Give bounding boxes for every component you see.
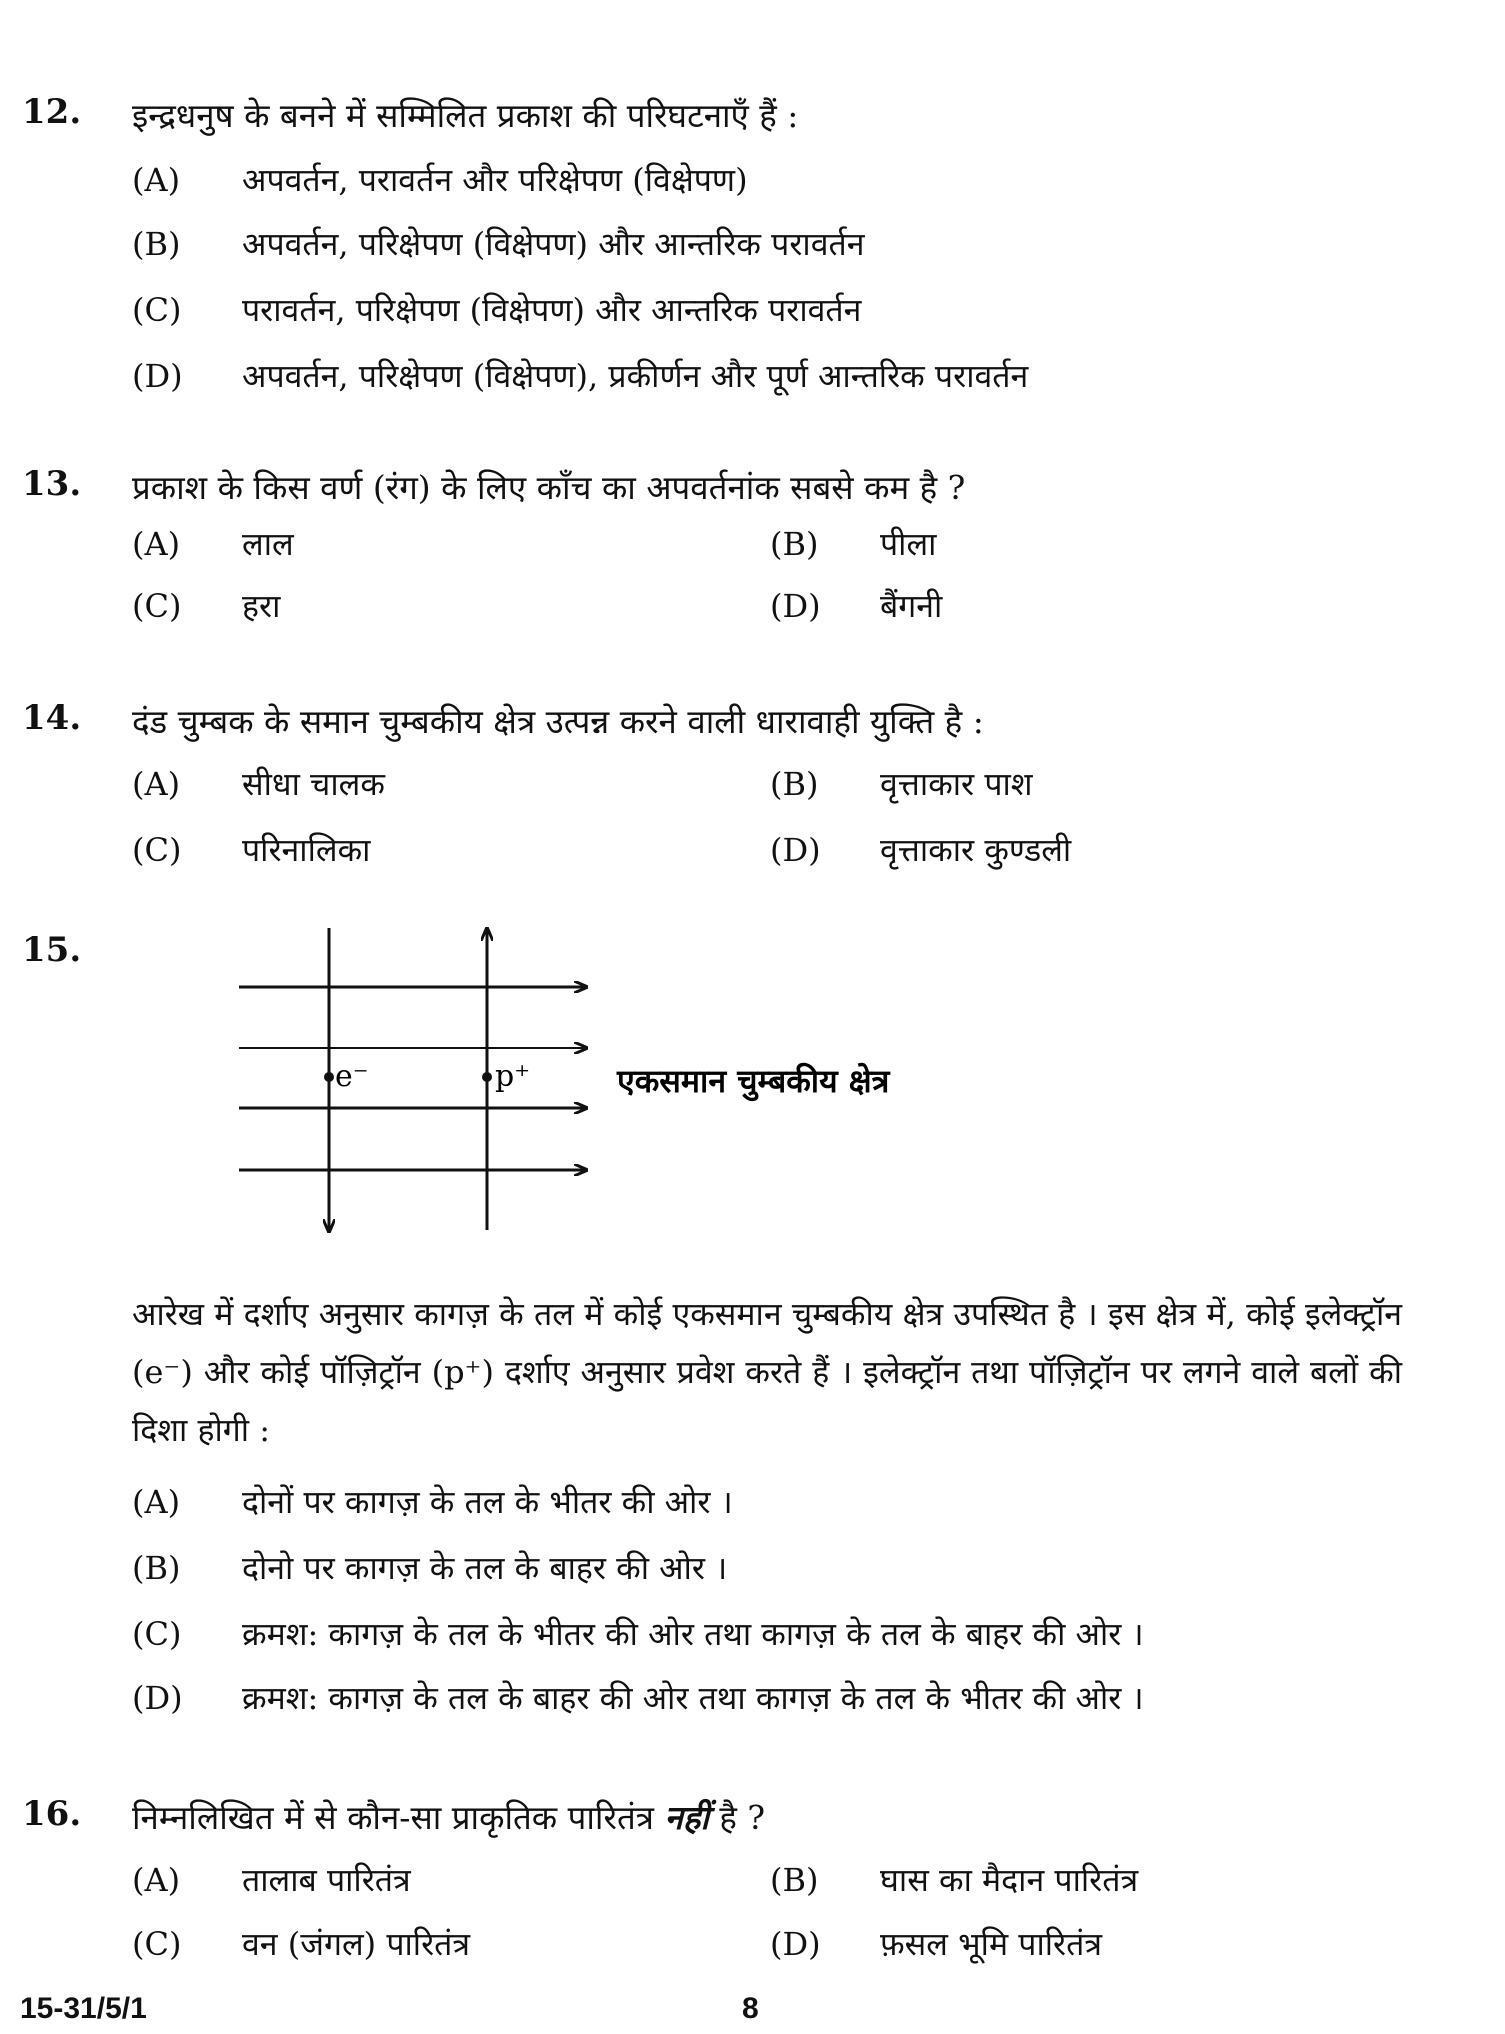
option-text: फ़सल भूमि पारितंत्र	[880, 1925, 1103, 1963]
option-label: (D)	[770, 587, 821, 625]
option-text: बैंगनी	[880, 587, 943, 625]
option	[770, 1922, 1102, 1965]
option-label: (C)	[132, 1925, 182, 1963]
option-label: (C)	[132, 831, 182, 869]
magnetic-field-diagram	[225, 920, 985, 1250]
option-text: अपवर्तन, परावर्तन और परिक्षेपण (विक्षेपण)	[242, 161, 748, 199]
question-number: 14.	[22, 698, 82, 738]
field-label: एकसमान चुम्बकीय क्षेत्र	[617, 1062, 890, 1100]
positron-dot	[482, 1072, 492, 1082]
option-text: वृत्ताकार कुण्डली	[880, 831, 1072, 869]
option	[132, 1546, 727, 1589]
question-text-part: है ?	[708, 1798, 766, 1837]
question-number: 13.	[22, 464, 82, 504]
option	[770, 828, 1071, 871]
option-text: क्रमश: कागज़ के तल के भीतर की ओर तथा कागज़ के तल के बाहर की ओर ।	[242, 1615, 1144, 1653]
option-label: (C)	[132, 587, 182, 625]
option-text: दोनों पर कागज़ के तल के भीतर की ओर ।	[242, 1483, 733, 1521]
question-text: इन्द्रधनुष के बनने में सम्मिलित प्रकाश की परिघटनाएँ हैं :	[132, 96, 799, 135]
option	[770, 522, 936, 565]
option-text: घास का मैदान पारितंत्र	[880, 1861, 1139, 1899]
option-label: (B)	[132, 225, 181, 263]
option-text: वृत्ताकार पाश	[880, 765, 1033, 803]
electron-dot	[324, 1072, 334, 1082]
option	[132, 762, 385, 805]
option	[132, 584, 280, 627]
option-text: दोनो पर कागज़ के तल के बाहर की ओर ।	[242, 1549, 728, 1587]
option-label: (B)	[770, 765, 819, 803]
option-label: (D)	[770, 1925, 821, 1963]
option-text: हरा	[242, 587, 281, 625]
option-text: क्रमश: कागज़ के तल के बाहर की ओर तथा कागज़ के तल के भीतर की ओर ।	[242, 1679, 1144, 1717]
option-text: पीला	[880, 525, 937, 563]
option	[770, 584, 942, 627]
question-number: 15.	[22, 930, 82, 970]
option	[770, 762, 1033, 805]
option	[132, 1676, 1144, 1719]
question-text: प्रकाश के किस वर्ण (रंग) के लिए काँच का अपवर्तनांक सबसे कम है ?	[132, 468, 966, 507]
option	[132, 522, 294, 565]
option	[132, 1858, 411, 1901]
option	[132, 354, 1028, 397]
question-emphasis: नहीं	[664, 1798, 709, 1837]
option	[132, 1612, 1144, 1655]
question-text	[132, 1794, 765, 1839]
question-paragraph: आरेख में दर्शाए अनुसार कागज़ के तल में कोई एकसमान चुम्बकीय क्षेत्र उपस्थित है । इस क्षेत्र में, कोई इलेक्ट्रॉन (e⁻) और कोई पॉज़िट्रॉन (p⁺) दर्शाए अनुसार प्रवेश करते हैं । इलेक्ट्रॉन तथा पॉज़िट्रॉन पर लगने वाले बलों की दिशा होगी :	[132, 1295, 1402, 1449]
option-label: (D)	[770, 831, 821, 869]
positron-label: p⁺	[495, 1059, 531, 1094]
option-text: वन (जंगल) पारितंत्र	[242, 1925, 471, 1963]
option	[770, 1858, 1138, 1901]
option-label: (A)	[132, 1483, 181, 1521]
question-text: दंड चुम्बक के समान चुम्बकीय क्षेत्र उत्पन्न करने वाली धारावाही युक्ति है :	[132, 702, 984, 741]
option-text: सीधा चालक	[242, 765, 385, 803]
option-label: (B)	[132, 1549, 181, 1587]
option-label: (D)	[132, 1679, 183, 1717]
option-text: परिनालिका	[242, 831, 371, 869]
option-text: लाल	[242, 525, 294, 563]
option	[132, 1922, 470, 1965]
option-label: (B)	[770, 1861, 819, 1899]
option	[132, 1480, 733, 1523]
paper-code: 15-31/5/1	[20, 1992, 147, 2025]
option-label: (A)	[132, 1861, 181, 1899]
option-label: (A)	[132, 525, 181, 563]
electron-label: e⁻	[335, 1059, 369, 1094]
question-number: 12.	[22, 92, 82, 132]
page-number: 8	[742, 1992, 759, 2025]
option-label: (C)	[132, 291, 182, 329]
option-text: तालाब पारितंत्र	[242, 1861, 411, 1899]
option	[132, 828, 370, 871]
option	[132, 158, 748, 201]
option-text: परावर्तन, परिक्षेपण (विक्षेपण) और आन्तरिक परावर्तन	[242, 291, 862, 329]
option-text: अपवर्तन, परिक्षेपण (विक्षेपण) और आन्तरिक परावर्तन	[242, 225, 865, 263]
option-text: अपवर्तन, परिक्षेपण (विक्षेपण), प्रकीर्णन और पूर्ण आन्तरिक परावर्तन	[242, 357, 1029, 395]
option-label: (A)	[132, 161, 181, 199]
option	[132, 222, 864, 265]
question-text-part: निम्नलिखित में से कौन-सा प्राकृतिक पारितंत्र	[132, 1798, 665, 1837]
option-label: (D)	[132, 357, 183, 395]
option-label: (C)	[132, 1615, 182, 1653]
option	[132, 288, 861, 331]
option-label: (B)	[770, 525, 819, 563]
question-number: 16.	[22, 1794, 82, 1834]
option-label: (A)	[132, 765, 181, 803]
